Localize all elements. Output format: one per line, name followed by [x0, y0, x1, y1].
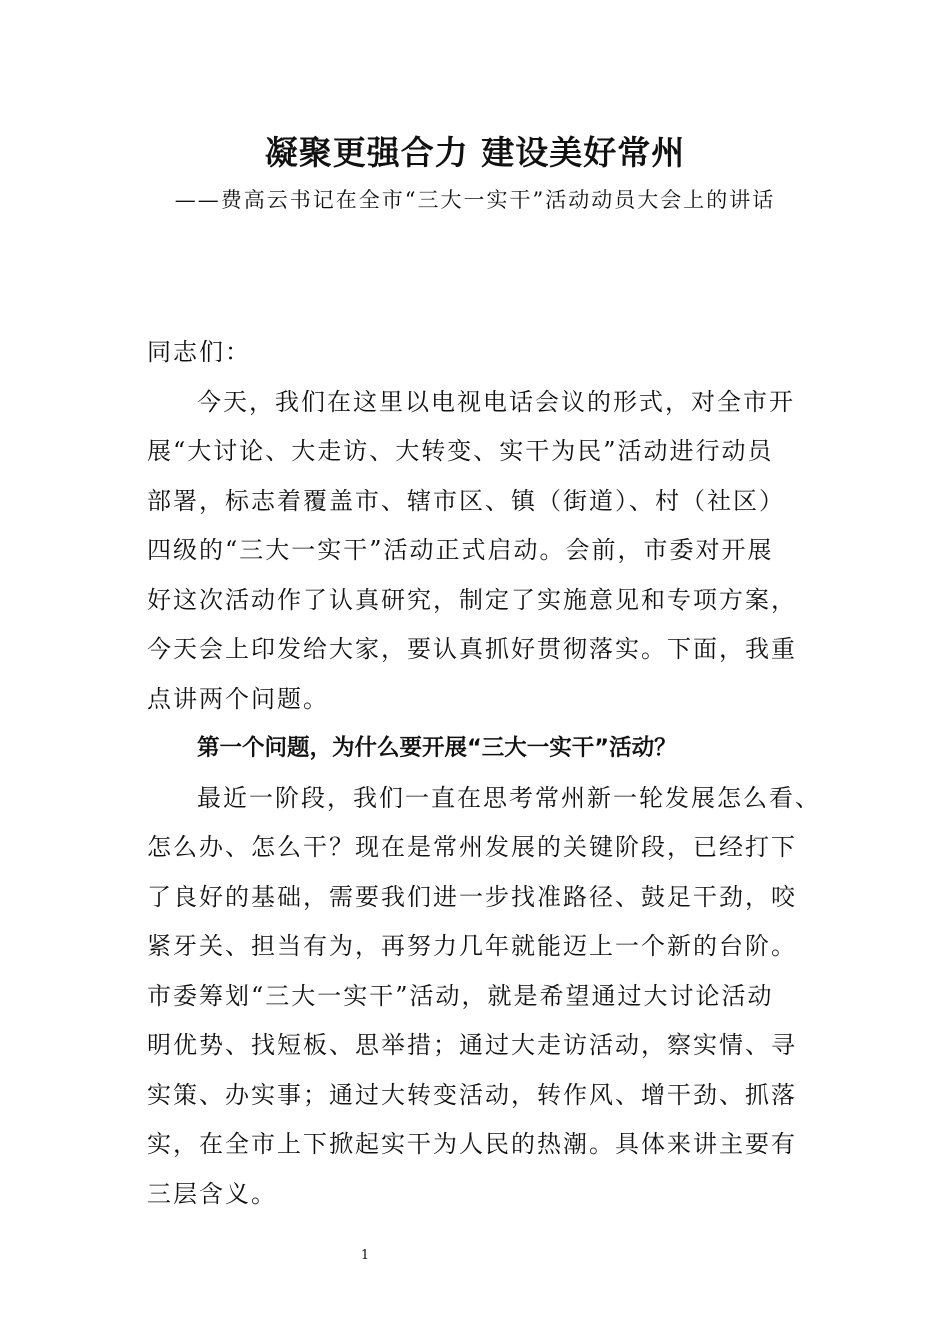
greeting: 同志们： — [147, 338, 251, 366]
page-number: 1 — [360, 1248, 370, 1263]
paragraph-line: 今天会上印发给大家，要认真抓好贯彻落实。下面，我重 — [147, 635, 797, 663]
paragraph-line: 好这次活动作了认真研究，制定了实施意见和专项方案， — [147, 585, 797, 614]
paragraph-line: 明优势、找短板、思举措；通过大走访活动，察实情、寻 — [147, 1031, 797, 1059]
paragraph-line: 市委筹划“三大一实干”活动，就是希望通过大讨论活动 — [147, 981, 774, 1010]
paragraph-line: 四级的“三大一实干”活动正式启动。会前，市委对开展 — [147, 536, 774, 564]
paragraph-line: 点讲两个问题。 — [147, 684, 329, 713]
section-heading: 第一个问题，为什么要开展“三大一实干”活动？ — [197, 735, 677, 761]
paragraph-line: 部署，标志着覆盖市、辖市区、镇（街道）、村（社区） — [147, 486, 785, 515]
paragraph-line: 今天，我们在这里以电视电话会议的形式，对全市开 — [197, 387, 795, 416]
paragraph-line: 紧牙关、担当有为，再努力几年就能迈上一个新的台阶。 — [147, 932, 797, 960]
paragraph-line: 最近一阶段，我们一直在思考常州新一轮发展怎么看、 — [197, 783, 821, 812]
paragraph-intro — [147, 378, 807, 725]
paragraph-line: 了良好的基础，需要我们进一步找准路径、鼓足干劲，咬 — [147, 882, 797, 911]
paragraph-line: 展“大讨论、大走访、大转变、实干为民”活动进行动员 — [147, 437, 774, 465]
paragraph-line: 三层含义。 — [147, 1179, 277, 1208]
document-subtitle: ——费高云书记在全市“三大一实干”活动动员大会上的讲话 — [174, 188, 776, 212]
document-body — [147, 328, 821, 1219]
document-title: 凝聚更强合力 建设美好常州 — [264, 133, 686, 172]
paragraph-section-one — [147, 774, 821, 1220]
paragraph-line: 怎么办、怎么干？现在是常州发展的关键阶段，已经打下 — [147, 833, 797, 861]
paragraph-line: 实策、办实事；通过大转变活动，转作风、增干劲、抓落 — [147, 1080, 797, 1109]
paragraph-line: 实，在全市上下掀起实干为人民的热潮。具体来讲主要有 — [147, 1130, 797, 1158]
